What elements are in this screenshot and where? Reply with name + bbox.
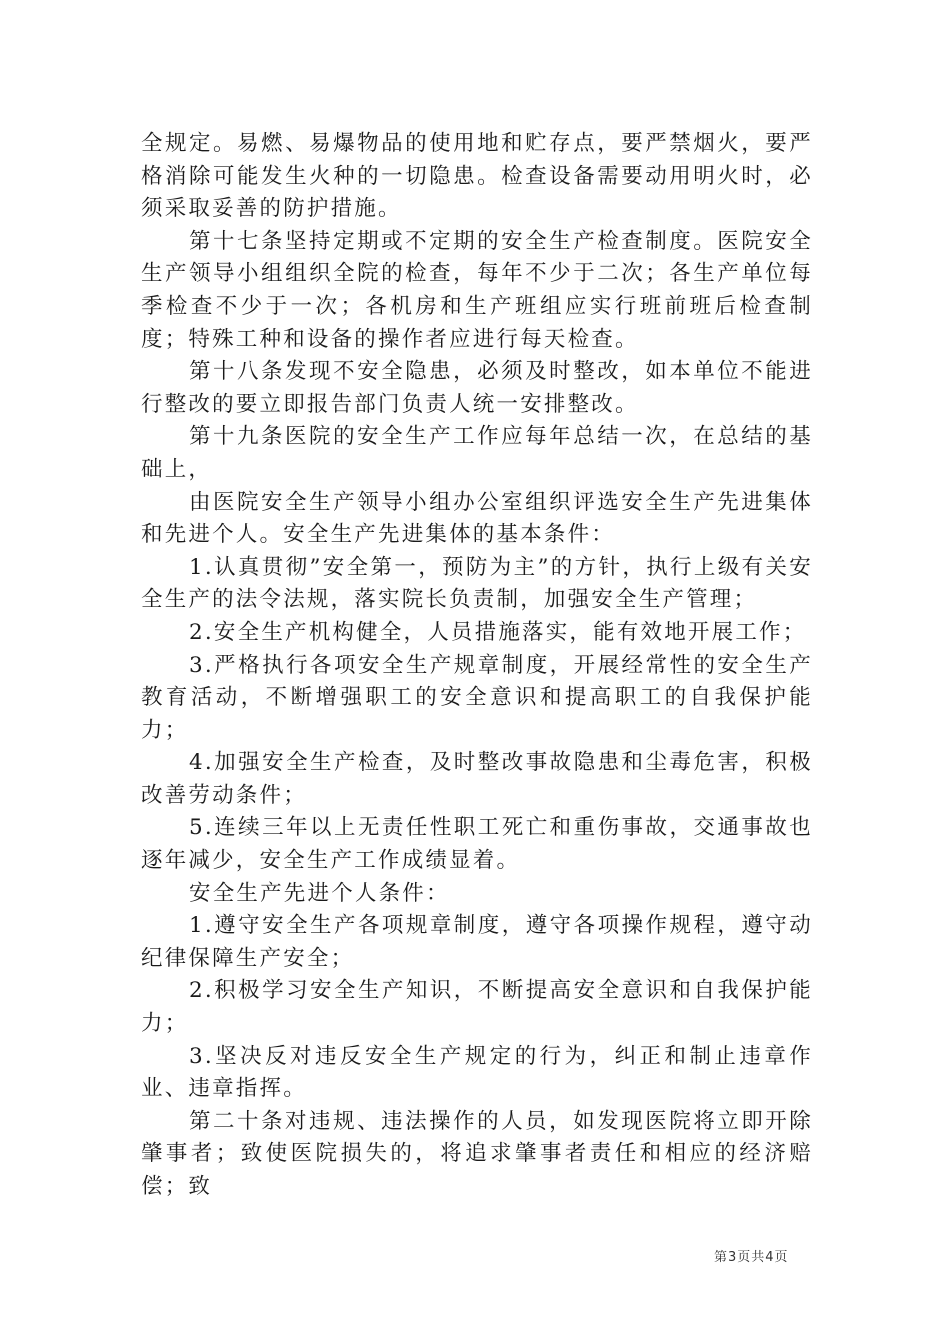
list-item-collective-3: 3.严格执行各项安全生产规章制度，开展经常性的安全生产教育活动，不断增强职工的安全意识和提高职工的自我保护能力； — [141, 652, 813, 743]
list-item-individual-3: 3.坚决反对违反安全生产规定的行为，纠正和制止违章作业、违章指挥。 — [141, 1043, 813, 1102]
paragraph-selection-intro: 由医院安全生产领导小组办公室组织评选安全生产先进集体和先进个人。安全生产先进集体的基本条件： — [141, 489, 813, 548]
paragraph-article-20: 第二十条对违规、违法操作的人员，如发现医院将立即开除肇事者；致使医院损失的，将追求肇事者责任和相应的经济赔偿；致 — [141, 1108, 813, 1199]
paragraph-article-18: 第十八条发现不安全隐患，必须及时整改，如本单位不能进行整改的要立即报告部门负责人统一安排整改。 — [141, 359, 813, 417]
list-item-collective-5: 5.连续三年以上无责任性职工死亡和重伤事故，交通事故也逐年减少，安全生产工作成绩显着。 — [141, 815, 813, 874]
paragraph-article-19: 第十九条医院的安全生产工作应每年总结一次，在总结的基础上， — [141, 424, 813, 482]
list-item-collective-2: 2.安全生产机构健全，人员措施落实，能有效地开展工作； — [189, 619, 807, 645]
list-item-collective-1: 1.认真贯彻”安全第一，预防为主”的方针，执行上级有关安全生产的法令法规，落实院长负责制，加强安全生产管理； — [141, 554, 813, 613]
page-number-footer: 第3页共4页 — [714, 1250, 789, 1265]
heading-individual-conditions: 安全生产先进个人条件： — [189, 880, 450, 906]
list-item-individual-1: 1.遵守安全生产各项规章制度，遵守各项操作规程，遵守动纪律保障生产安全； — [141, 913, 813, 971]
list-item-collective-4: 4.加强安全生产检查，及时整改事故隐患和尘毒危害，积极改善劳动条件； — [141, 750, 813, 808]
list-item-individual-2: 2.积极学习安全生产知识，不断提高安全意识和自我保护能力； — [141, 978, 813, 1037]
document-body — [141, 128, 813, 1204]
paragraph-fire-safety-continued: 全规定。易燃、易爆物品的使用地和贮存点，要严禁烟火，要严格消除可能发生火种的一切隐患。检查设备需要动用明火时，必须采取妥善的防护措施。 — [141, 131, 813, 222]
paragraph-article-17: 第十七条坚持定期或不定期的安全生产检查制度。医院安全生产领导小组组织全院的检查，每年不少于二次；各生产单位每季检查不少于一次；各机房和生产班组应实行班前班后检查制度；特殊工种和设备的操作者应进行每天检查。 — [141, 228, 813, 352]
